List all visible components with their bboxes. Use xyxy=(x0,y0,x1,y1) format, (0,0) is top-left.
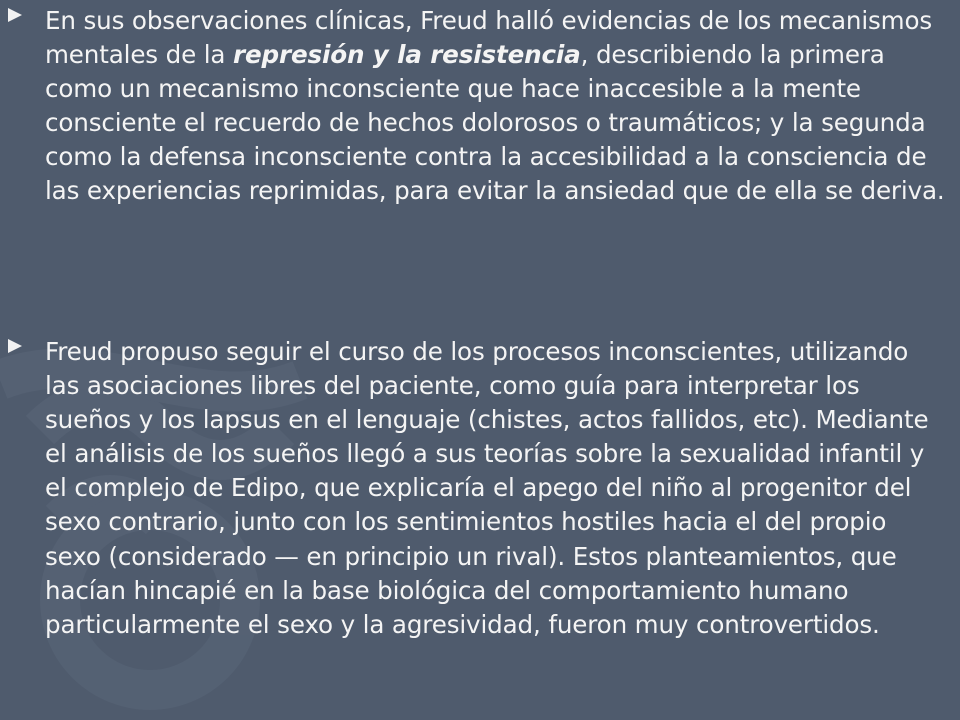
bullet-text xyxy=(45,4,948,209)
bullet-text-part: , describiendo la primera como un mecanismo inconsciente que hace inaccesible a la mente consciente el recuerdo de hechos dolorosos o traumáticos; y la segunda como la defensa inconsciente contra la accesibilidad a la consciencia de las experiencias reprimidas, para evitar la ansiedad que de ella se deriva. xyxy=(45,40,945,206)
bullet-item xyxy=(8,4,948,209)
bullet-text: Freud propuso seguir el curso de los procesos inconscientes, utilizando las asociaciones libres del paciente, como guía para interpretar los sueños y los lapsus en el lenguaje (chistes, actos fallidos, etc). Mediante el análisis de los sueños llegó a sus teorías sobre la sexualidad infantil y el complejo de Edipo, que explicaría el apego del niño al progenitor del sexo contrario, junto con los sentimientos hostiles hacia el del propio sexo (considerado — en principio un rival). Estos planteamientos, que hacían hincapié en la base biológica del comportamiento humano particularmente el sexo y la agresividad, fueron muy controvertidos. xyxy=(45,337,929,639)
triangle-right-icon xyxy=(8,8,22,22)
triangle-right-icon xyxy=(8,339,22,353)
bullet-item xyxy=(8,335,948,642)
bullet-text-part: En sus observaciones clínicas, Freud halló evidencias de los mecanismos mentales de la xyxy=(45,6,933,70)
bullet-emphasis: represión y la resistencia xyxy=(233,40,581,70)
